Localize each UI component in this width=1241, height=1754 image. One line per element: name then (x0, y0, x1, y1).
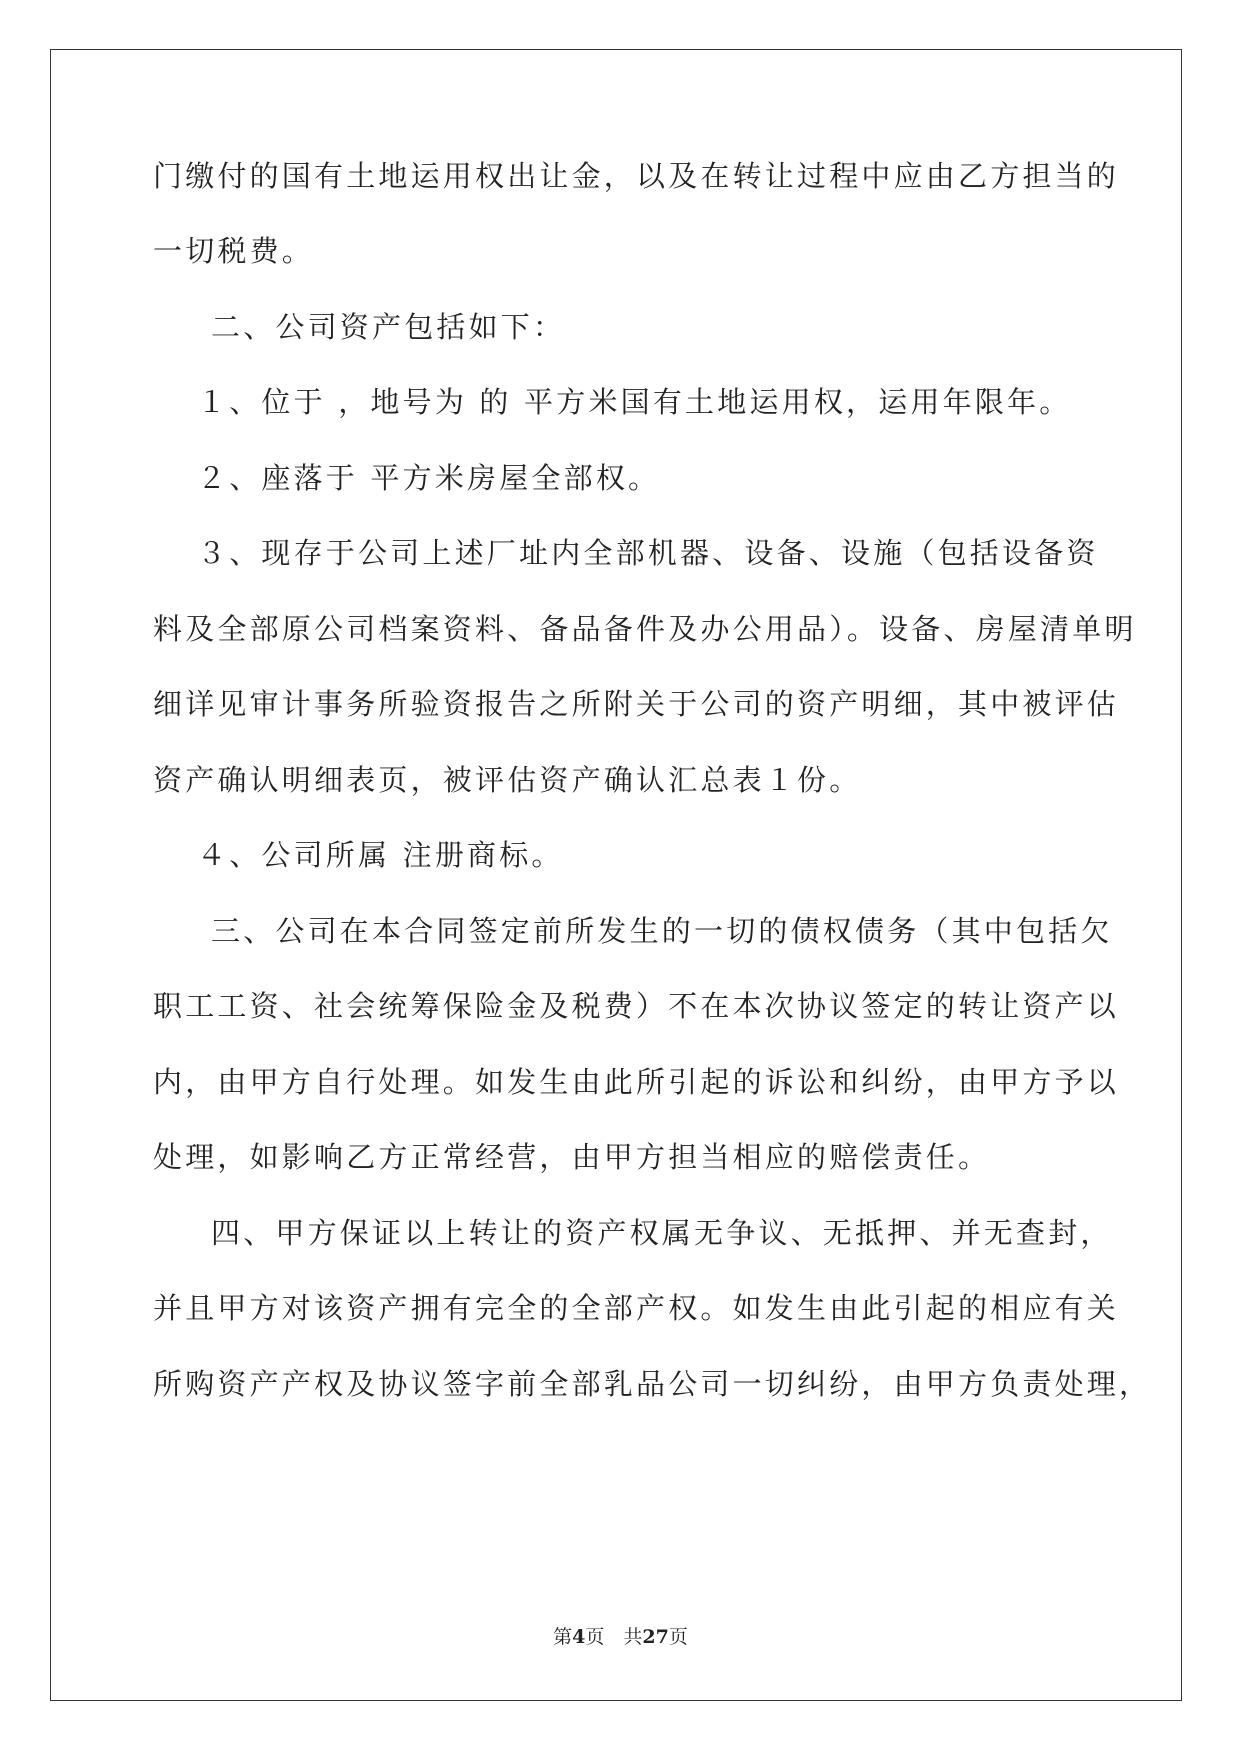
list-item: ２、座落于 平方米房屋全部权。 (197, 461, 661, 495)
text-line: 处理，如影响乙方正常经营，由甲方担当相应的赔偿责任。 (153, 1140, 991, 1174)
text-line: 料及全部原公司档案资料、备品备件及办公用品）。设备、房屋清单明 (153, 612, 1137, 646)
section-heading: 四、甲方保证以上转让的资产权属无争议、无抵押、并无查封， (211, 1216, 1113, 1250)
text-line: 并且甲方对该资产拥有完全的全部产权。如发生由此引起的相应有关 (153, 1291, 1120, 1325)
list-item: ３、现存于公司上述厂址内全部机器、设备、设施（包括设备资 (197, 536, 1099, 570)
section-heading: 二、公司资产包括如下： (211, 310, 566, 344)
page-prefix: 第 (553, 1626, 573, 1648)
text-line: 所购资产产权及协议签字前全部乳品公司一切纠纷，由甲方负责处理， (153, 1367, 1152, 1401)
page-current-number: 4 (572, 1626, 586, 1648)
text-line: 细详见审计事务所验资报告之所附关于公司的资产明细，其中被评估 (153, 687, 1120, 721)
text-line: 一切税费。 (153, 234, 315, 268)
section-heading: 三、公司在本合同签定前所发生的一切的债权债务（其中包括欠 (211, 914, 1113, 948)
text-line: 职工工资、社会统筹保险金及税费）不在本次协议签定的转让资产以 (153, 989, 1120, 1023)
page-suffix: 页 (668, 1626, 688, 1648)
page-total-number: 27 (642, 1626, 669, 1648)
page-border (50, 49, 1182, 1701)
text-line: 内，由甲方自行处理。如发生由此所引起的诉讼和纠纷，由甲方予以 (153, 1065, 1120, 1099)
text-line: 资产确认明细表页，被评估资产确认汇总表１份。 (153, 763, 862, 797)
text-line: 门缴付的国有土地运用权出让金，以及在转让过程中应由乙方担当的 (153, 159, 1120, 193)
list-item: １、位于 ，地号为 的 平方米国有土地运用权，运用年限年。 (197, 385, 1072, 419)
page-mid: 页 共 (585, 1626, 643, 1648)
list-item: ４、公司所属 注册商标。 (197, 838, 564, 872)
page-footer (0, 1625, 1241, 1649)
